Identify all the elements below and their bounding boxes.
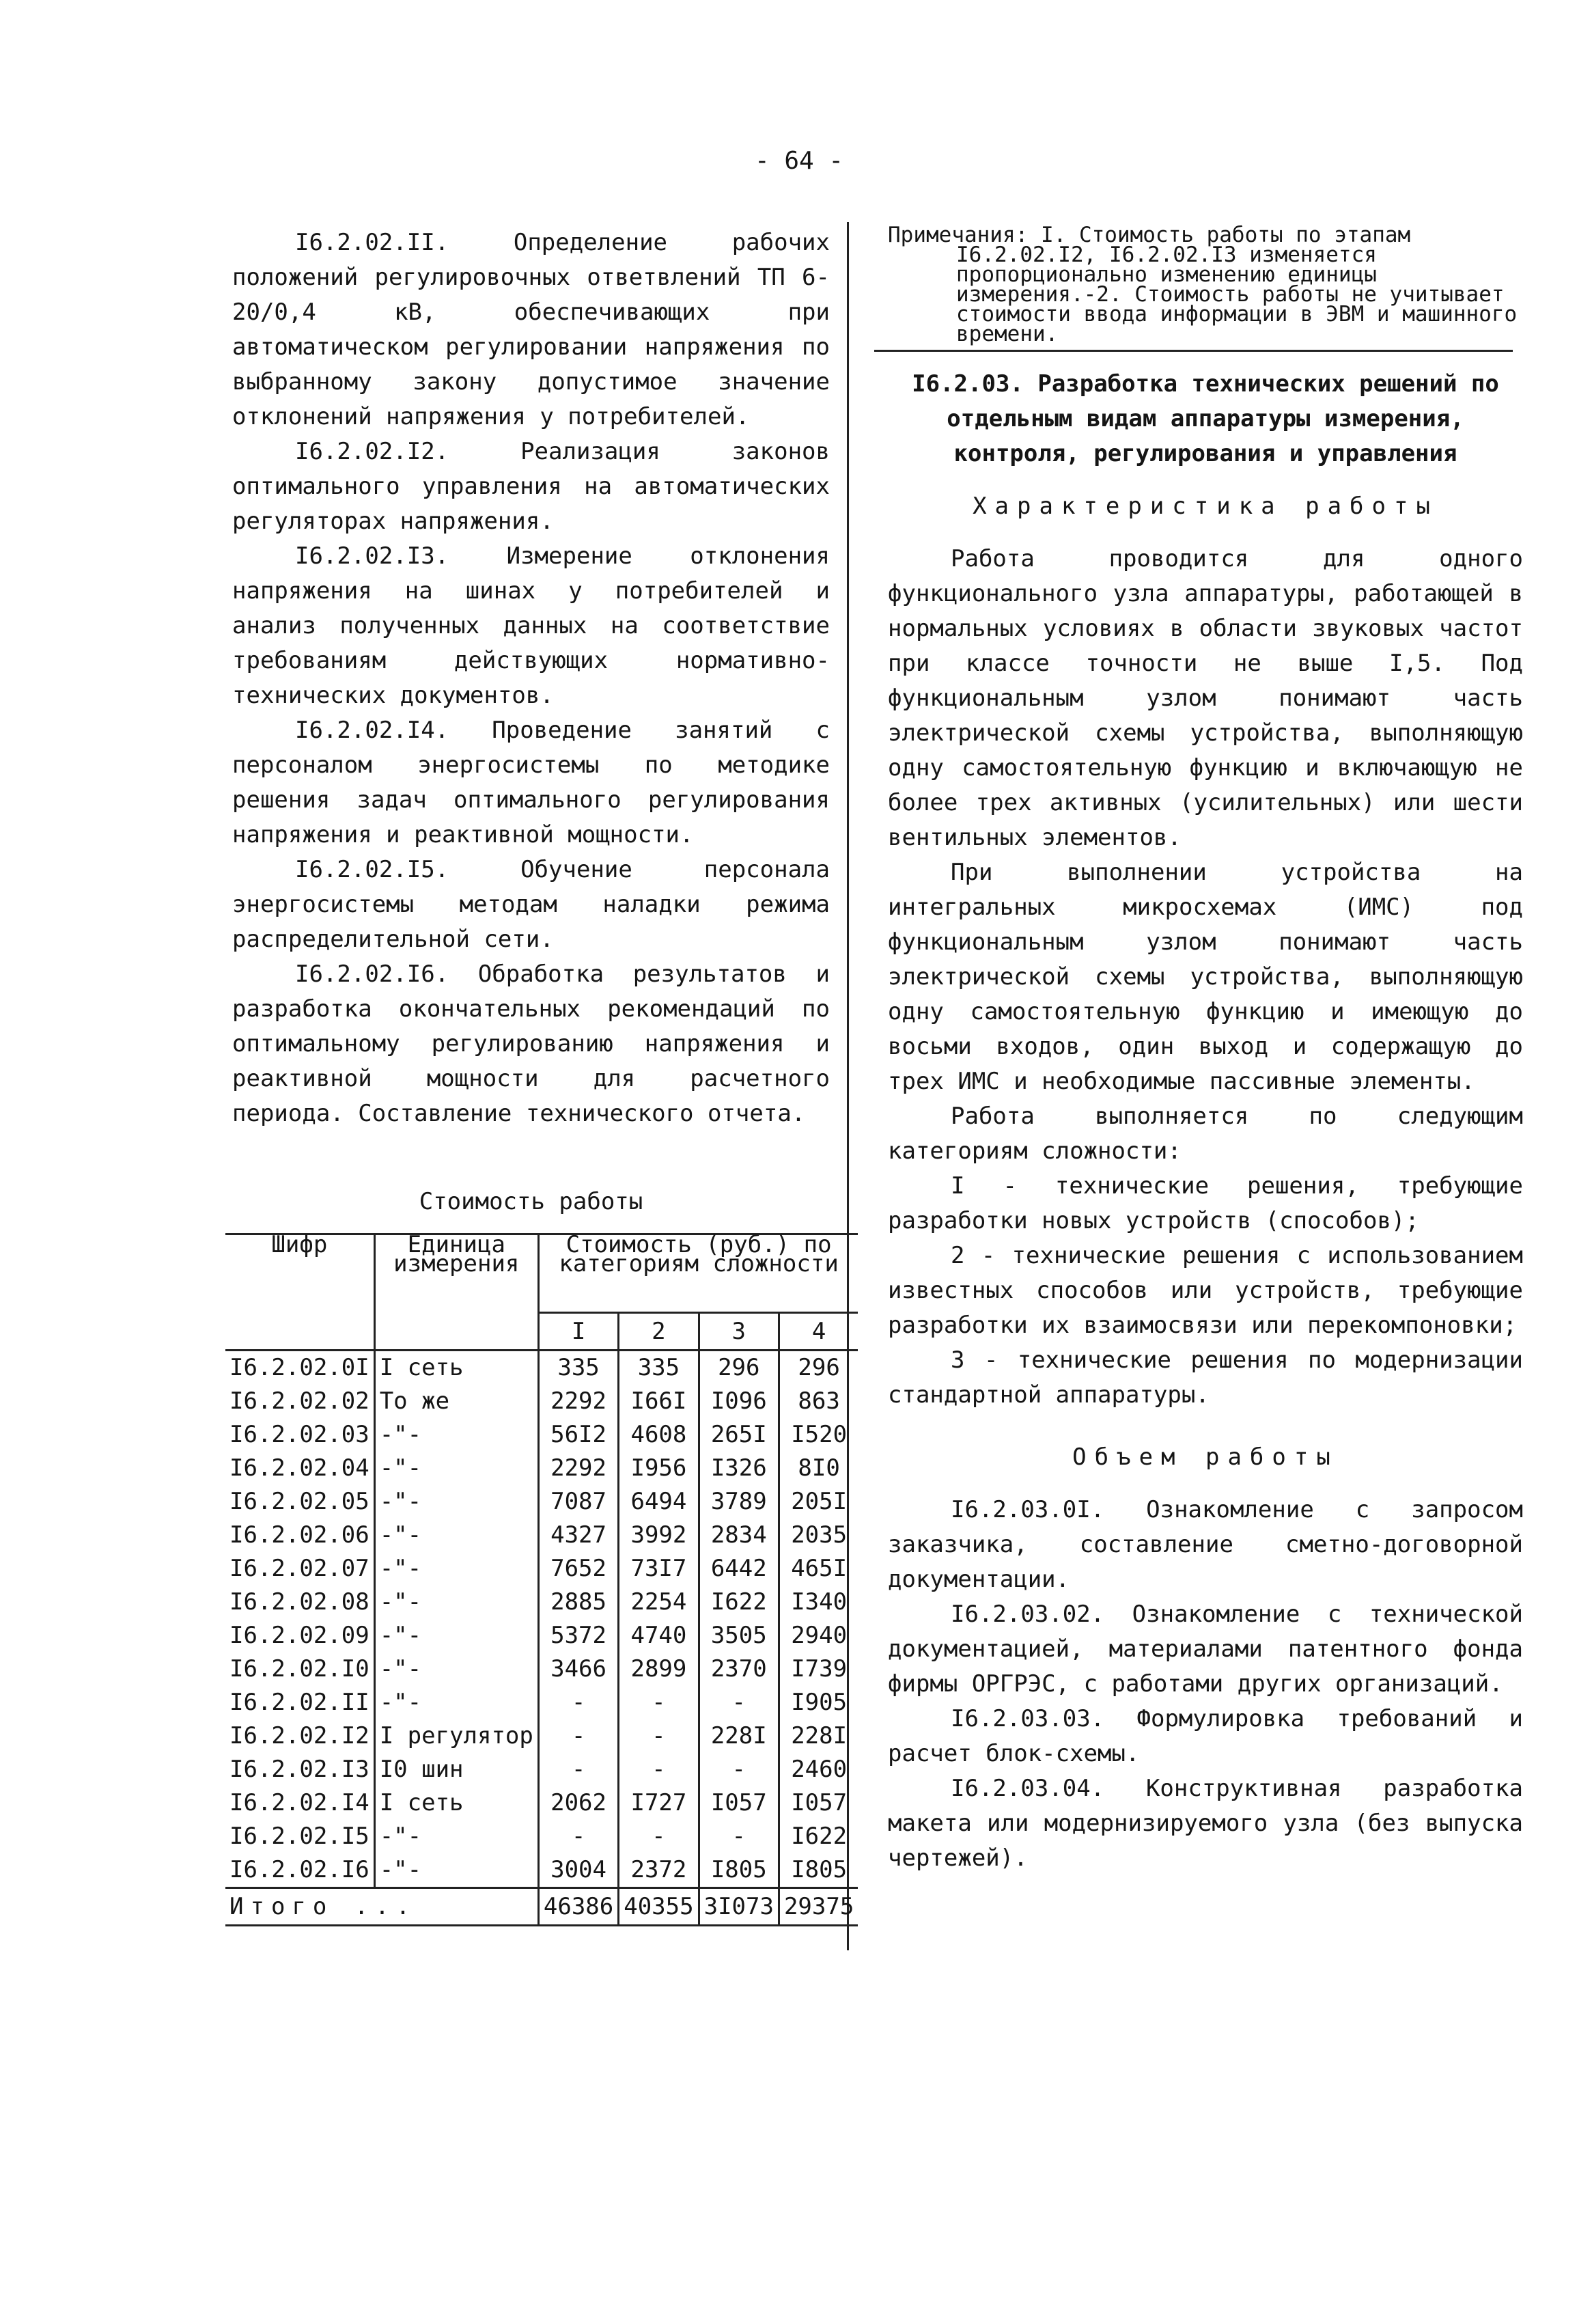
paragraph-16-2-02-13: I6.2.02.I3. Измерение отклонения напряжения на шинах у потребителей и анализ полученных данных на соответствие требованиям действующих нормативно-технических документов.: [232, 542, 830, 709]
row-cost: 7652: [538, 1552, 618, 1586]
row-code: I6.2.02.0I: [229, 1354, 369, 1381]
row-cost: -: [699, 1753, 779, 1786]
row-code: I6.2.02.I2: [229, 1722, 369, 1749]
row-cost: 2372: [619, 1853, 699, 1888]
row-cost: 5372: [538, 1619, 618, 1652]
volume-heading: Объем работы: [1072, 1443, 1339, 1471]
row-cost: 296: [779, 1351, 858, 1385]
volume-paragraph: I6.2.03.03. Формулировка требований и расчет блок-схемы.: [888, 1705, 1523, 1767]
left-column: [229, 225, 854, 1926]
row-cost: -: [538, 1719, 618, 1753]
row-code: I6.2.02.I4: [229, 1789, 369, 1816]
row-unit: I0 шин: [374, 1753, 538, 1786]
table-row: [225, 1586, 858, 1619]
row-cost: 4608: [619, 1418, 699, 1452]
row-cost: -: [538, 1820, 618, 1853]
row-cost: -: [619, 1686, 699, 1719]
row-cost: -: [619, 1753, 699, 1786]
row-cost: 8I0: [779, 1452, 858, 1485]
row-cost: I057: [699, 1786, 779, 1820]
row-cost: I805: [699, 1853, 779, 1888]
row-cost: I66I: [619, 1385, 699, 1418]
volume-paragraph: I6.2.03.04. Конструктивная разработка макета или модернизируемого узла (без выпуска чертежей).: [888, 1775, 1523, 1872]
row-code: I6.2.02.07: [229, 1555, 369, 1582]
row-cost: -: [538, 1686, 618, 1719]
table-row: [225, 1485, 858, 1519]
row-unit: I сеть: [374, 1351, 538, 1385]
volume-paragraph: I6.2.03.0I. Ознакомление с запросом заказчика, составление сметно-договорной документации.: [888, 1496, 1523, 1593]
table-row: [225, 1619, 858, 1652]
row-cost: 6442: [699, 1552, 779, 1586]
row-cost: 2254: [619, 1586, 699, 1619]
row-code: I6.2.02.I5: [229, 1823, 369, 1850]
row-cost: 296: [699, 1351, 779, 1385]
row-cost: I326: [699, 1452, 779, 1485]
row-cost: I096: [699, 1385, 779, 1418]
table-title: Стоимость работы: [419, 1188, 643, 1215]
table-row: [225, 1452, 858, 1485]
row-cost: 2292: [538, 1385, 618, 1418]
paragraph-16-2-02-12: I6.2.02.I2. Реализация законов оптимального управления на автоматических регуляторах напряжения.: [232, 438, 830, 535]
row-cost: I805: [779, 1853, 858, 1888]
row-cost: -: [699, 1686, 779, 1719]
row-cost: 465I: [779, 1552, 858, 1586]
row-cost: I520: [779, 1418, 858, 1452]
row-code: I6.2.02.03: [229, 1421, 369, 1448]
header-category: 4: [779, 1313, 858, 1351]
row-unit: -"-: [374, 1586, 538, 1619]
row-code: I6.2.02.09: [229, 1622, 369, 1649]
row-cost: 265I: [699, 1418, 779, 1452]
row-code: I6.2.02.06: [229, 1521, 369, 1549]
row-cost: I340: [779, 1586, 858, 1619]
table-row: [225, 1753, 858, 1786]
row-cost: 3004: [538, 1853, 618, 1888]
row-cost: 2292: [538, 1452, 618, 1485]
header-cost: Стоимость (руб.) по категориям сложности: [538, 1234, 858, 1313]
characteristic-paragraph: Работа выполняется по следующим категориям сложности:: [888, 1103, 1523, 1165]
table-row: [225, 1351, 858, 1385]
row-cost: 73I7: [619, 1552, 699, 1586]
row-unit: -"-: [374, 1485, 538, 1519]
row-code: I6.2.02.05: [229, 1488, 369, 1515]
header-category: I: [538, 1313, 618, 1351]
row-cost: 3992: [619, 1519, 699, 1552]
total-label: Итого ...: [225, 1888, 538, 1926]
row-unit: -"-: [374, 1418, 538, 1452]
row-cost: 7087: [538, 1485, 618, 1519]
row-cost: 2940: [779, 1619, 858, 1652]
row-cost: -: [619, 1820, 699, 1853]
volume-paragraph: I6.2.03.02. Ознакомление с технической документацией, материалами патентного фонда фирмы ОРГРЭС, с работами других организаций.: [888, 1601, 1523, 1698]
table-row: [225, 1552, 858, 1586]
row-cost: 2834: [699, 1519, 779, 1552]
table-note: Примечания: I. Стоимость работы по этапам I6.2.02.I2, I6.2.02.I3 изменяется пропорционально изменению единицы измерения.-2. Стоимость работы не учитывает стоимости ввода информации в ЭВМ и машинного времени.: [888, 223, 1518, 346]
row-cost: 863: [779, 1385, 858, 1418]
row-cost: I956: [619, 1452, 699, 1485]
table-row: [225, 1820, 858, 1853]
row-unit: -"-: [374, 1552, 538, 1586]
row-cost: 2062: [538, 1786, 618, 1820]
row-cost: 4327: [538, 1519, 618, 1552]
row-cost: 2370: [699, 1652, 779, 1686]
row-cost: I622: [699, 1586, 779, 1619]
cost-table: [225, 1233, 858, 1926]
note-rule: [874, 350, 1513, 352]
row-unit: I сеть: [374, 1786, 538, 1820]
paragraph-16-2-02-16: I6.2.02.I6. Обработка результатов и разработка окончательных рекомендаций по оптимальному регулированию напряжения и реактивной мощности для расчетного периода. Составление технического отчета.: [232, 960, 830, 1127]
row-code: I6.2.02.04: [229, 1454, 369, 1482]
header-code: Шифр: [225, 1234, 374, 1351]
table-row: [225, 1519, 858, 1552]
row-unit: То же: [374, 1385, 538, 1418]
row-cost: 2899: [619, 1652, 699, 1686]
row-code: I6.2.02.I6: [229, 1856, 369, 1883]
table-row: [225, 1686, 858, 1719]
row-unit: -"-: [374, 1452, 538, 1485]
table-row: [225, 1719, 858, 1753]
section-title: I6.2.03. Разработка технических решений по отдельным видам аппаратуры измерения, контроля, регулирования и управления: [912, 370, 1499, 467]
table-row: [225, 1385, 858, 1418]
row-code: I6.2.02.II: [229, 1689, 369, 1716]
row-cost: 228I: [699, 1719, 779, 1753]
characteristic-heading: Характеристика работы: [973, 493, 1438, 520]
total-value: 3I073: [699, 1888, 779, 1926]
row-unit: -"-: [374, 1853, 538, 1888]
row-cost: 3789: [699, 1485, 779, 1519]
row-code: I6.2.02.02: [229, 1387, 369, 1415]
row-cost: 335: [619, 1351, 699, 1385]
row-code: I6.2.02.I3: [229, 1756, 369, 1783]
row-cost: 4740: [619, 1619, 699, 1652]
complexity-category: 3 - технические решения по модернизации стандартной аппаратуры.: [888, 1346, 1523, 1409]
table-row: [225, 1786, 858, 1820]
row-cost: 2035: [779, 1519, 858, 1552]
row-code: I6.2.02.I0: [229, 1655, 369, 1683]
row-cost: 6494: [619, 1485, 699, 1519]
row-cost: 3505: [699, 1619, 779, 1652]
row-cost: 205I: [779, 1485, 858, 1519]
table-row: [225, 1853, 858, 1888]
row-cost: -: [538, 1753, 618, 1786]
complexity-category: 2 - технические решения с использованием известных способов или устройств, требующие разработки их взаимосвязи или перекомпоновки;: [888, 1242, 1523, 1339]
paragraph-16-2-02-15: I6.2.02.I5. Обучение персонала энергосистемы методам наладки режима распределительной сети.: [232, 856, 830, 953]
characteristic-paragraph: Работа проводится для одного функционального узла аппаратуры, работающей в нормальных условиях в области звуковых частот при классе точности не выше I,5. Под функциональным узлом понимают часть электрической схемы устройства, выполняющую одну самостоятельную функцию и включающую не более трех активных (усилительных) или шести вентильных элементов.: [888, 545, 1523, 851]
row-cost: 2460: [779, 1753, 858, 1786]
row-cost: 2885: [538, 1586, 618, 1619]
header-unit: Единица измерения: [374, 1234, 538, 1351]
total-value: 40355: [619, 1888, 699, 1926]
row-cost: I905: [779, 1686, 858, 1719]
row-unit: -"-: [374, 1519, 538, 1552]
complexity-category: I - технические решения, требующие разработки новых устройств (способов);: [888, 1172, 1523, 1234]
total-value: 46386: [538, 1888, 618, 1926]
row-cost: -: [699, 1820, 779, 1853]
row-cost: -: [619, 1719, 699, 1753]
row-cost: 228I: [779, 1719, 858, 1753]
row-cost: I727: [619, 1786, 699, 1820]
header-category: 2: [619, 1313, 699, 1351]
characteristic-paragraph: При выполнении устройства на интегральных микросхемах (ИМС) под функциональным узлом понимают часть электрической схемы устройства, выполняющую одну самостоятельную функцию и имеющую до восьми входов, один выход и содержащую до трех ИМС и необходимые пассивные элементы.: [888, 859, 1523, 1095]
row-cost: I057: [779, 1786, 858, 1820]
row-cost: I739: [779, 1652, 858, 1686]
header-category: 3: [699, 1313, 779, 1351]
row-code: I6.2.02.08: [229, 1588, 369, 1616]
row-unit: -"-: [374, 1820, 538, 1853]
right-column: [888, 225, 1523, 1876]
table-row: [225, 1418, 858, 1452]
row-cost: I622: [779, 1820, 858, 1853]
row-cost: 335: [538, 1351, 618, 1385]
paragraph-16-2-02-14: I6.2.02.I4. Проведение занятий с персоналом энергосистемы по методике решения задач оптимального регулирования напряжения и реактивной мощности.: [232, 717, 830, 848]
row-cost: 3466: [538, 1652, 618, 1686]
table-row: [225, 1652, 858, 1686]
row-unit: I регулятор: [374, 1719, 538, 1753]
paragraph-16-2-02-11: I6.2.02.II. Определение рабочих положений регулировочных ответвлений ТП 6-20/0,4 кВ, обеспечивающих при автоматическом регулировании напряжения по выбранному закону допустимое значение отклонений напряжения у потребителей.: [232, 229, 830, 430]
row-cost: 56I2: [538, 1418, 618, 1452]
row-unit: -"-: [374, 1619, 538, 1652]
row-unit: -"-: [374, 1686, 538, 1719]
page-number: - 64 -: [754, 147, 844, 175]
row-unit: -"-: [374, 1652, 538, 1686]
total-value: 29375: [779, 1888, 858, 1926]
